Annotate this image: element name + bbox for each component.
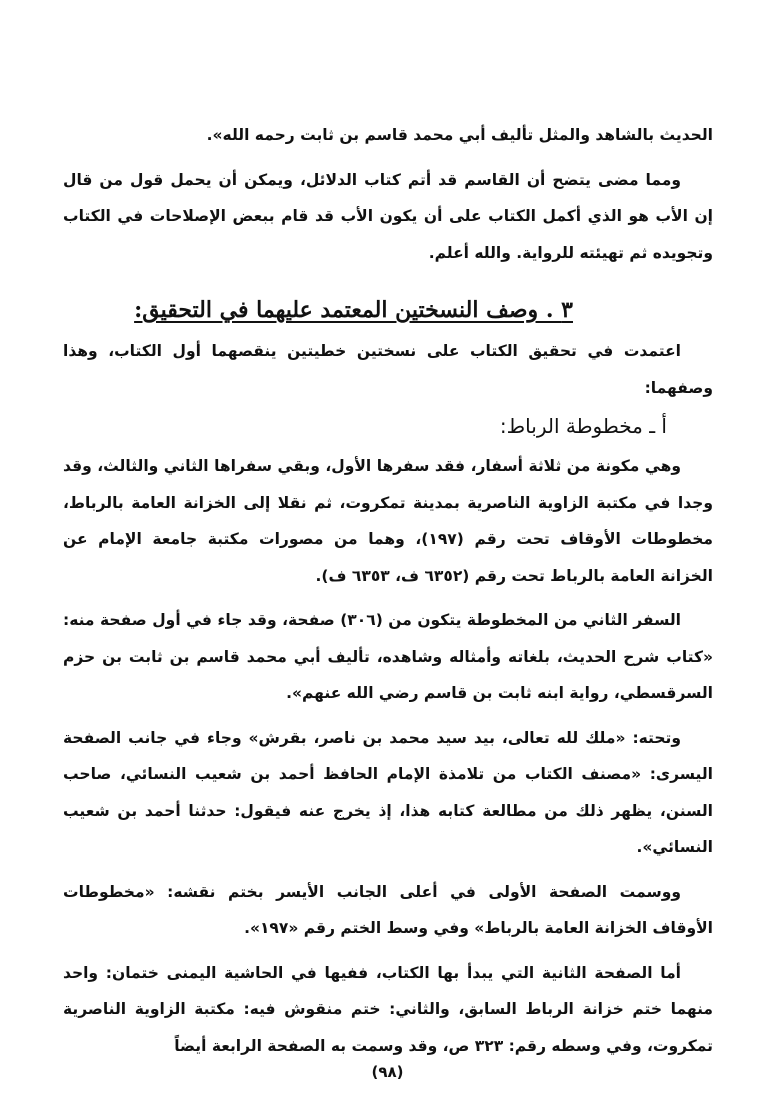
paragraph-second-page-stamps: أما الصفحة الثانية التي يبدأ بها الكتاب، ففيها في الحاشية اليمنى ختمان: واحد منهما ختم خزانة الرباط السابق، والثاني: ختم منقوش فيه: مكتبة الزاوية الناصرية تمكروت، وفي وسطه رقم: ٣٢٣ ص، وقد وسمت به الصفحة الرابعة أيضاً [63,963,713,1055]
page-number: (٩٨) [371,1063,404,1081]
spacer [63,594,713,602]
paragraph-volumes: وهي مكونة من ثلاثة أسفار، فقد سفرها الأول، وبقي سفراها الثاني والثالث، وقد وجدا في مكتبة الزاوية الناصرية بمدينة تمكروت، ثم نقلا إلى الخزانة العامة بالرباط، مخطوطات الأوقاف تحت رقم (١٩٧)، وهما من مصورات مكتبة جامعة الإمام عن الخزانة العامة بالرباط تحت رقم (٦٣٥٢ ف، ٦٣٥٣ ف). [63,457,713,585]
spacer [63,712,713,720]
spacer [63,154,713,162]
spacer [63,947,713,955]
sub-heading-rabat-manuscript: أ ـ مخطوطة الرباط: [499,414,667,438]
spacer [63,866,713,874]
paragraph-section-intro: اعتمدت في تحقيق الكتاب على نسختين خطيتين ينقصهما أول الكتاب، وهذا وصفهما: [63,342,713,397]
paragraph-ownership-note: وتحته: «ملك لله تعالى، بيد سيد محمد بن ناصر، بقرش» وجاء في جانب الصفحة اليسرى: «مصنف الكتاب من تلامذة الإمام الحافظ أحمد بن شعيب النسائي، صاحب السنن، يظهر ذلك من مطالعة كتابه هذا، إذ يخرج عنه فيقول: حدثنا أحمد بن شعيب النسائي». [63,728,713,856]
paragraph-quote-end: الحديث بالشاهد والمثل تأليف أبي محمد قاسم بن ثابت رحمه الله». [206,126,713,144]
paragraph-second-volume: السفر الثاني من المخطوطة يتكون من (٣٠٦) صفحة، وقد جاء في أول صفحة منه: «كتاب شرح الحديث، بلغاته وأمثاله وشاهده، تأليف أبي محمد قاسم بن ثابت بن حزم السرقسطي، رواية ابنه ثابت بن قاسم رضي الله عنهم». [63,611,713,702]
section-heading: ٣ . وصف النسختين المعتمد عليهما في التحقيق: [134,297,573,323]
paragraph-conclusion: ومما مضى يتضح أن القاسم قد أتم كتاب الدلائل، ويمكن أن يحمل قول من قال إن الأب هو الذي أكمل الكتاب على أن يكون الأب قد قام ببعض الإصلاحات في الكتاب وتجويده ثم تهيئته للرواية. والله أعلم. [63,170,713,262]
paragraph-first-page-stamp: ووسمت الصفحة الأولى في أعلى الجانب الأيسر بختم نقشه: «مخطوطات الأوقاف الخزانة العامة بالرباط» وفي وسط الختم رقم «١٩٧». [63,882,713,937]
text-column [63,117,713,1064]
